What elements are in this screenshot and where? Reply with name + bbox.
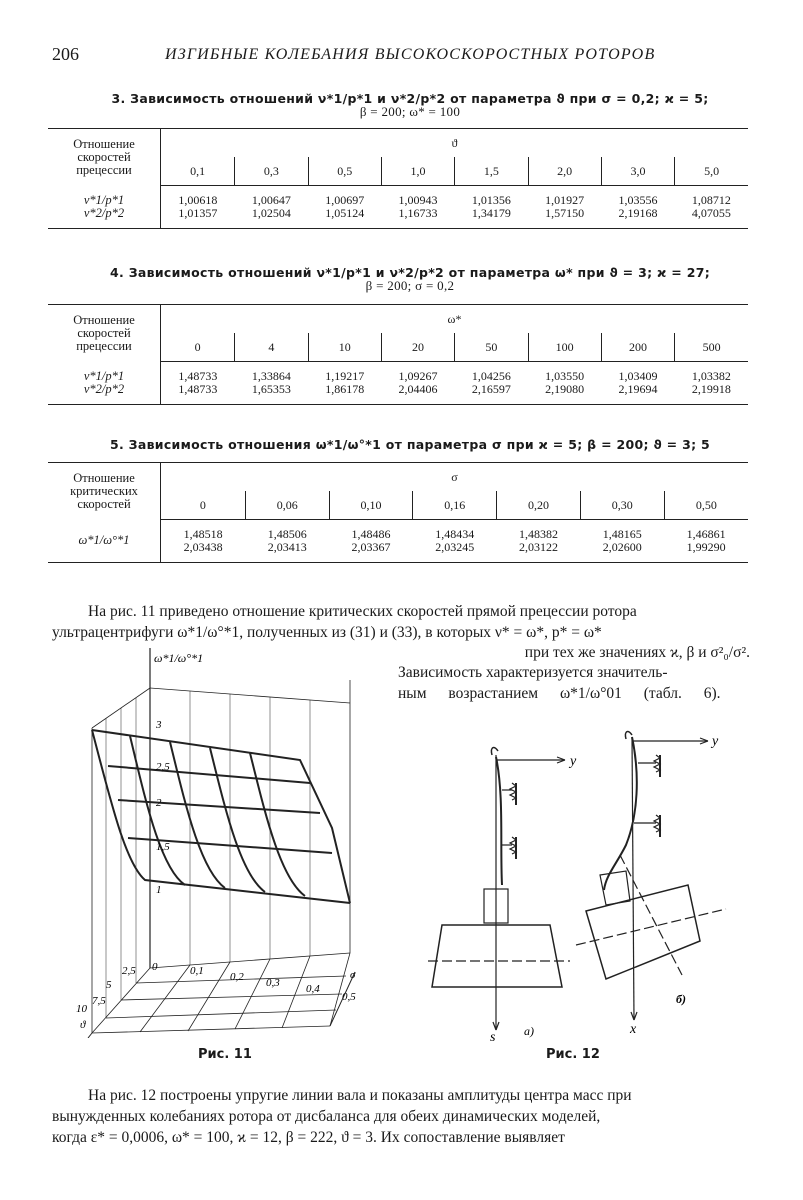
table5-param-symbol: σ [161,463,749,492]
figure11-theta-tick: 10 [76,1003,87,1015]
table3-caption [40,92,780,118]
table4-row-header: Отношение скоростей прецессии [48,305,161,362]
figure12-caption: Рис. 12 [546,1047,600,1062]
table3-column-headers: 0,1 0,3 0,5 1,0 1,5 2,0 3,0 5,0 [48,157,748,186]
table4 [48,304,748,405]
figure12-label-b: б) [676,992,686,1006]
paragraph1-line1: На рис. 11 приведено отношение критических скоростей прямой прецессии ротора [88,603,637,620]
paragraph1-line5: ным возрастанием ω*1/ω°01 (табл. 6). [398,685,721,702]
paragraph1-line3: при тех же значениях ϰ, β и σ²₀/σ². [524,644,750,661]
figure11-sigma-tick: 0,1 [190,965,204,977]
figure12-shaft-diagram [420,715,760,1045]
figure11-z-tick: 3 [156,719,162,731]
figure12-axis-y-b: y [712,734,719,749]
running-title: ИЗГИБНЫЕ КОЛЕБАНИЯ ВЫСОКОСКОРОСТНЫХ РОТОРОВ [165,46,656,63]
figure11-z-tick: 1 [156,884,162,896]
paragraph2-line3: когда ε* = 0,0006, ω* = 100, ϰ = 12, β = 222, ϑ = 3. Их сопоставление выявляет [52,1129,565,1146]
figure12-label-a: а) [524,1024,534,1038]
table3-param-symbol: ϑ [161,129,749,158]
figure11-sigma-tick: 0,2 [230,971,244,983]
table5-values: ω*1/ω°*1 1,48518 2,03438 1,48506 2,03413 1,48486 2,03367 1,48434 2,03245 1,48382 2,03122 1,48165 2,02600 1,46861 1,99290 [48,520,748,563]
figure11-sigma-tick: 0,4 [306,983,320,995]
figure11-theta-tick: 2,5 [122,965,136,977]
figure11-sigma-tick: 0,3 [266,977,280,989]
table4-caption-line1: 4. Зависимость отношений ν*1/p*1 и ν*2/p*2 от параметра ω* при ϑ = 3; ϰ = 27; [110,265,710,280]
table3-values: ν*1/p*1 ν*2/p*2 1,00618 1,01357 1,00647 1,02504 1,00697 1,05124 1,00943 1,16733 1,01356 1,34179 1,01927 1,57150 1,03556 2,19168 1,08712 4,07055 [48,186,748,229]
table5-row-header: Отношение критических скоростей [48,463,161,520]
table5-column-headers: 0 0,06 0,10 0,16 0,20 0,30 0,50 [48,491,748,520]
paragraph1-line2: ультрацентрифуги ω*1/ω°*1, полученных из (31) и (33), в которых ν* = ω*, p* = ω* [52,624,602,641]
paragraph2-line2: вынужденных колебаниях ротора от дисбаланса для обеих динамических моделей, [52,1108,601,1125]
paragraph2-line1: На рис. 12 построены упругие линии вала и показаны амплитуды центра масс при [88,1087,632,1104]
table4-param-symbol: ω* [161,305,749,334]
page-number: 206 [52,44,79,64]
figure12-axis-y-a: y [570,754,577,769]
figure11-z-axis-label: ω*1/ω°*1 [154,651,204,665]
table3-caption-line1: 3. Зависимость отношений ν*1/p*1 и ν*2/p*2 от параметра ϑ при σ = 0,2; ϰ = 5; [111,91,709,106]
table4-caption [40,266,780,292]
figure11-sigma-label: σ [350,969,356,981]
figure11-sigma-tick: 0,5 [342,991,356,1003]
figure11-theta-label: ϑ [80,1019,86,1031]
table4-caption-line2: β = 200; σ = 0,2 [365,278,455,293]
table3 [48,128,748,229]
table5-caption: 5. Зависимость отношения ω*1/ω°*1 от параметра σ при ϰ = 5; β = 200; ϑ = 3; 5 [109,437,711,452]
figure11-z-tick: 2 [156,797,162,809]
table4-values: ν*1/p*1 ν*2/p*2 1,48733 1,48733 1,33864 1,65353 1,19217 1,86178 1,09267 2,04406 1,04256 2,16597 1,03550 2,19080 1,03409 2,19694 1,03382 2,19918 [48,362,748,405]
paragraph1-line4: Зависимость характеризуется значитель- [398,664,668,681]
figure12-axis-s: s [490,1030,496,1045]
figure11-z-tick: 2,5 [156,761,170,773]
figure11-surface-plot [70,648,370,1038]
table4-column-headers: 0 4 10 20 50 100 200 500 [48,333,748,362]
figure11-sigma-tick: 0 [152,961,158,973]
figure11-caption: Рис. 11 [198,1047,252,1062]
figure11-theta-tick: 5 [106,979,112,991]
figure12-axis-x: x [630,1022,637,1037]
figure11-theta-tick: 7,5 [92,995,106,1007]
table3-caption-line2: β = 200; ω* = 100 [359,104,461,119]
table5 [48,462,748,563]
figure11-z-tick: 1,5 [156,841,170,853]
table3-row-header: Отношение скоростей прецессии [48,129,161,186]
